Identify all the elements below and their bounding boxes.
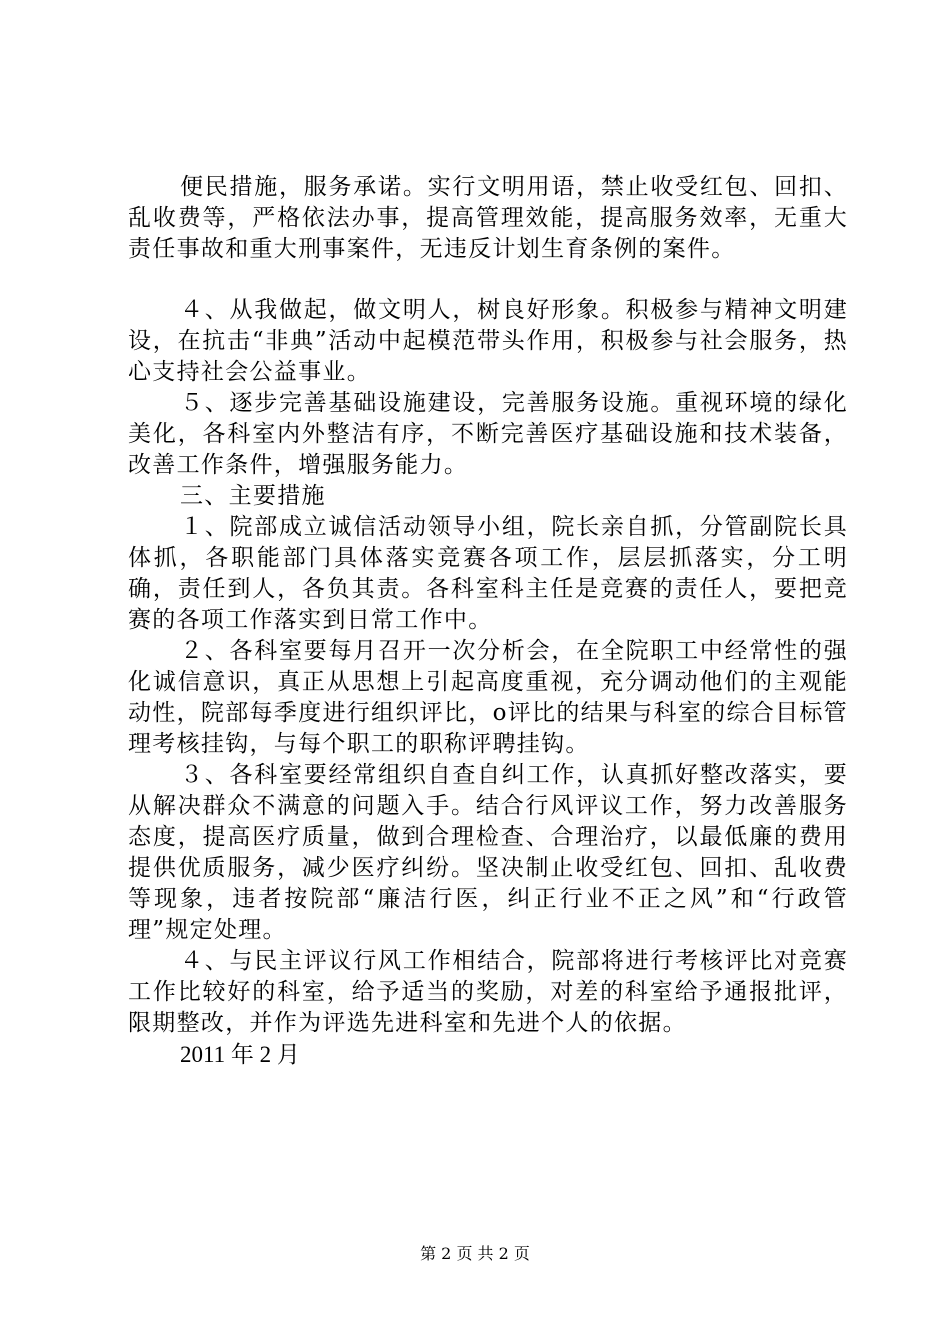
paragraph-measure-4: ４、与民主评议行风工作相结合，院部将进行考核评比对竞赛工作比较好的科室，给予适当的奖励，对差的科室给予通报批评，限期整改，并作为评选先进科室和先进个人的依据。 xyxy=(128,948,848,1036)
paragraph-service-commitment: 便民措施，服务承诺。实行文明用语，禁止收受红包、回扣、乱收费等，严格依法办事，提高管理效能，提高服务效率，无重大责任事故和重大刑事案件，无违反计划生育条例的案件。 xyxy=(128,174,848,262)
paragraph-measure-1: １、院部成立诚信活动领导小组，院长亲自抓，分管副院长具体抓，各职能部门具体落实竞赛各项工作，层层抓落实，分工明确，责任到人，各负其责。各科室科主任是竞赛的责任人，要把竞赛的各项工作落实到日常工作中。 xyxy=(128,514,848,633)
document-date: 2011 年 2 月 xyxy=(180,1042,300,1067)
paragraph-measure-2: ２、各科室要每月召开一次分析会，在全院职工中经常性的强化诚信意识，真正从思想上引起高度重视，充分调动他们的主观能动性，院部每季度进行组织评比，o评比的结果与科室的综合目标管理考核挂钩，与每个职工的职称评聘挂钩。 xyxy=(128,638,848,757)
page-footer: 第 2 页 共 2 页 xyxy=(420,1244,530,1263)
paragraph-gap xyxy=(128,265,848,295)
paragraph-measure-3: ３、各科室要经常组织自查自纠工作，认真抓好整改落实，要从解决群众不满意的问题入手。结合行风评议工作，努力改善服务态度，提高医疗质量，做到合理检查、合理治疗，以最低廉的费用提供优质服务，减少医疗纠纷。坚决制止收受红包、回扣、乱收费等现象，违者按院部“廉洁行医，纠正行业不正之风”和“行政管理”规定处理。 xyxy=(128,762,848,943)
paragraph-item-5-facilities: ５、逐步完善基础设施建设，完善服务设施。重视环境的绿化美化，各科室内外整洁有序，不断完善医疗基础设施和技术装备，改善工作条件，增强服务能力。 xyxy=(128,390,848,478)
paragraph-item-4-civility: ４、从我做起，做文明人，树良好形象。积极参与精神文明建设，在抗击“非典”活动中起模范带头作用，积极参与社会服务，热心支持社会公益事业。 xyxy=(128,297,848,385)
section-heading-main-measures: 三、主要措施 xyxy=(180,483,326,509)
document-body xyxy=(128,172,848,1070)
